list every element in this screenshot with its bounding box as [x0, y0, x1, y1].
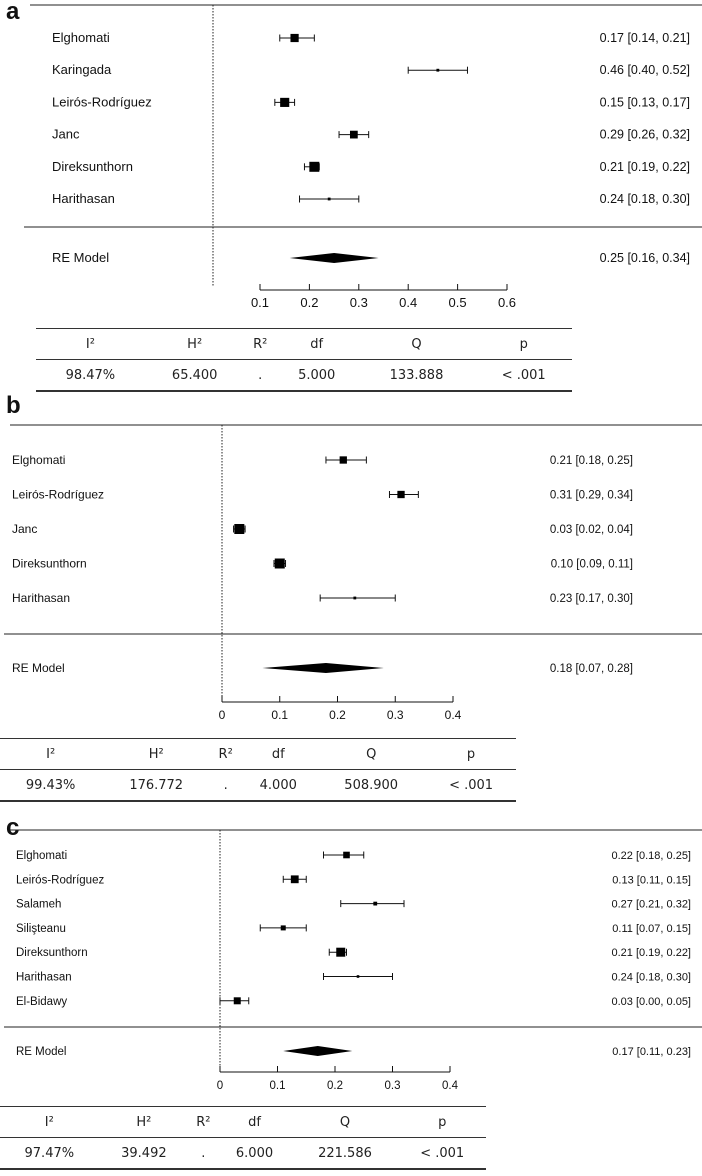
stat-header: p — [426, 739, 516, 770]
stats-header-row — [0, 1107, 486, 1138]
x-tick-label: 0.4 — [399, 295, 418, 310]
stats-value-row — [0, 770, 516, 802]
stat-value: 5.000 — [276, 360, 358, 392]
x-tick-label: 0.2 — [327, 1080, 343, 1092]
study-estimate-ci: 0.17 [0.14, 0.21] — [599, 31, 690, 45]
study-estimate-ci: 0.21 [0.19, 0.22] — [611, 947, 691, 960]
model-estimate-ci: 0.17 [0.11, 0.23] — [612, 1046, 691, 1058]
stat-value: 65.400 — [145, 360, 245, 392]
stat-value: < .001 — [475, 360, 572, 392]
effect-square — [290, 34, 298, 42]
stat-header: H² — [99, 1107, 190, 1138]
forest-panel-b — [0, 392, 702, 818]
study-name: Harithasan — [52, 191, 115, 206]
model-name: RE Model — [52, 250, 110, 265]
stats-value-row — [0, 1138, 486, 1170]
model-name: RE Model — [12, 661, 65, 675]
study-name: Direksunthorn — [12, 556, 87, 571]
stat-value: 98.47% — [36, 360, 145, 392]
stat-header: R² — [245, 329, 276, 360]
x-tick-label: 0 — [218, 708, 226, 722]
forest-plot-a — [0, 0, 702, 320]
study-estimate-ci: 0.11 [0.07, 0.15] — [612, 922, 691, 935]
effect-square — [343, 852, 350, 859]
panel-label: c — [6, 814, 20, 841]
heterogeneity-table-c — [0, 1106, 486, 1170]
study-name: Leirós-Rodríguez — [12, 487, 105, 502]
stat-header: df — [276, 329, 358, 360]
forest-plot-c — [0, 826, 702, 1096]
effect-square — [350, 131, 358, 139]
study-estimate-ci: 0.27 [0.21, 0.32] — [611, 898, 691, 911]
stat-value: 508.900 — [316, 770, 426, 802]
study-estimate-ci: 0.23 [0.17, 0.30] — [549, 593, 633, 605]
forest-panel-a — [0, 0, 702, 412]
effect-square — [353, 597, 356, 600]
summary-diamond — [283, 1046, 352, 1056]
x-tick-label: 0.3 — [384, 1080, 401, 1092]
x-tick-label: 0.4 — [442, 1080, 458, 1092]
study-estimate-ci: 0.03 [0.00, 0.05] — [611, 995, 691, 1008]
study-estimate-ci: 0.21 [0.18, 0.25] — [549, 455, 633, 467]
study-name: Karingada — [52, 62, 112, 78]
effect-square — [328, 198, 331, 201]
stat-header: R² — [211, 739, 240, 770]
x-tick-label: 0.2 — [329, 708, 346, 722]
stat-header: df — [217, 1107, 291, 1138]
study-estimate-ci: 0.13 [0.11, 0.15] — [612, 874, 691, 887]
effect-square — [436, 69, 439, 72]
study-name: Elghomati — [16, 850, 68, 862]
effect-square — [373, 902, 377, 906]
stat-header: Q — [292, 1107, 399, 1138]
model-estimate-ci: 0.18 [0.07, 0.28] — [549, 663, 633, 675]
effect-square — [234, 524, 244, 534]
study-name: Direksunthorn — [16, 947, 88, 960]
x-tick-label: 0.5 — [448, 295, 467, 310]
stat-value: 4.000 — [240, 770, 316, 802]
effect-square — [397, 491, 404, 498]
x-tick-label: 0.6 — [497, 295, 517, 310]
study-name: Salameh — [16, 898, 62, 911]
effect-square — [234, 997, 241, 1004]
effect-square — [309, 162, 319, 172]
stat-header: p — [398, 1107, 486, 1138]
study-name: Elghomati — [52, 30, 110, 45]
stat-header: I² — [36, 329, 145, 360]
study-name: Janc — [52, 126, 80, 142]
stat-header: I² — [0, 739, 101, 770]
model-estimate-ci: 0.25 [0.16, 0.34] — [599, 251, 690, 265]
stat-value: < .001 — [398, 1138, 486, 1170]
stat-value: . — [211, 770, 240, 802]
effect-square — [340, 456, 347, 463]
study-name: El-Bidawy — [16, 995, 68, 1008]
model-name: RE Model — [16, 1046, 67, 1058]
study-estimate-ci: 0.46 [0.40, 0.52] — [599, 63, 690, 78]
x-tick-label: 0 — [216, 1080, 224, 1092]
panel-label: a — [6, 0, 20, 25]
stats-header-row — [36, 329, 572, 360]
stat-value: < .001 — [426, 770, 516, 802]
study-name: Elghomati — [12, 453, 66, 467]
summary-diamond — [262, 663, 383, 673]
study-name: Direksunthorn — [52, 158, 133, 174]
stat-value: . — [189, 1138, 217, 1170]
stat-value: 6.000 — [217, 1138, 291, 1170]
stat-header: H² — [101, 739, 211, 770]
effect-square — [275, 559, 285, 569]
stat-value: 39.492 — [99, 1138, 190, 1170]
study-name: Silişteanu — [16, 922, 66, 935]
study-estimate-ci: 0.10 [0.09, 0.11] — [550, 558, 633, 571]
x-tick-label: 0.1 — [271, 708, 289, 722]
panel-label: b — [6, 392, 21, 419]
stat-value: 176.772 — [101, 770, 211, 802]
heterogeneity-table-a — [36, 328, 572, 392]
stat-header: I² — [0, 1107, 99, 1138]
stat-value: 99.43% — [0, 770, 101, 802]
effect-square — [281, 925, 286, 930]
effect-square — [280, 98, 289, 107]
stat-header: Q — [316, 739, 426, 770]
forest-panel-c — [0, 814, 702, 1176]
study-estimate-ci: 0.21 [0.19, 0.22] — [599, 159, 690, 174]
x-tick-label: 0.1 — [269, 1080, 286, 1092]
study-name: Janc — [12, 522, 38, 536]
heterogeneity-table-b — [0, 738, 516, 802]
study-estimate-ci: 0.29 [0.26, 0.32] — [599, 127, 690, 142]
study-estimate-ci: 0.22 [0.18, 0.25] — [611, 850, 691, 862]
study-name: Leirós-Rodríguez — [16, 874, 105, 887]
stats-value-row — [36, 360, 572, 392]
x-tick-label: 0.3 — [386, 708, 404, 722]
study-name: Harithasan — [12, 591, 71, 605]
stat-header: df — [240, 739, 316, 770]
stat-value: 97.47% — [0, 1138, 99, 1170]
study-name: Leirós-Rodríguez — [52, 94, 152, 110]
stat-header: H² — [145, 329, 245, 360]
study-estimate-ci: 0.03 [0.02, 0.04] — [549, 524, 633, 536]
effect-square — [357, 975, 360, 978]
x-tick-label: 0.1 — [250, 295, 270, 310]
stat-value: 133.888 — [358, 360, 476, 392]
stat-value: . — [245, 360, 276, 392]
study-estimate-ci: 0.31 [0.29, 0.34] — [549, 489, 633, 502]
x-tick-label: 0.4 — [444, 708, 462, 722]
study-estimate-ci: 0.15 [0.13, 0.17] — [599, 95, 690, 110]
forest-plot-b — [0, 410, 702, 735]
stat-header: Q — [358, 329, 476, 360]
x-tick-label: 0.3 — [349, 295, 368, 310]
study-name: Harithasan — [16, 971, 72, 984]
stat-header: p — [475, 329, 572, 360]
stats-header-row — [0, 739, 516, 770]
effect-square — [336, 948, 345, 957]
study-estimate-ci: 0.24 [0.18, 0.30] — [599, 192, 690, 206]
study-estimate-ci: 0.24 [0.18, 0.30] — [611, 971, 691, 984]
x-tick-label: 0.2 — [300, 295, 319, 310]
summary-diamond — [290, 253, 379, 263]
stat-value: 221.586 — [292, 1138, 399, 1170]
stat-header: R² — [189, 1107, 217, 1138]
effect-square — [291, 875, 299, 883]
